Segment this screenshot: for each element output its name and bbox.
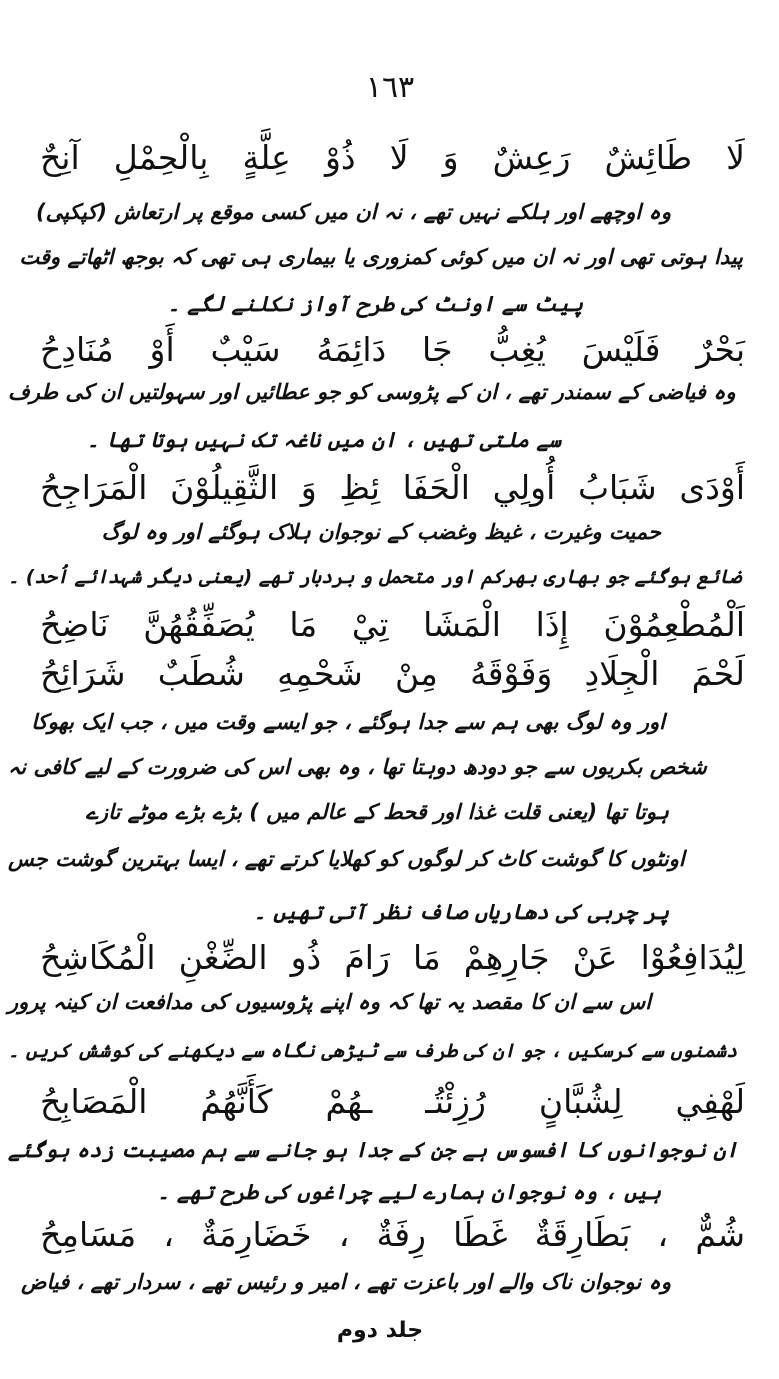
- translation-line: وہ نوجوان ناک والے اور باعزت تھے ، امیر و رئیس تھے ، سردار تھے ، فیاض: [21, 1270, 671, 1294]
- translation-line: اونٹوں کا گوشت کاٹ کر لوگوں کو کھلایا کرتے تھے ، ایسا بہترین گوشت جس: [8, 847, 685, 871]
- verse-line: اَلْمُطْعِمُوْنَ إِذَا الْمَشَا تِيْ مَا يُصَفِّقُهُنَّ نَاضِحُ: [40, 605, 745, 644]
- volume-label: جلد دوم: [336, 1318, 424, 1343]
- translation-line: اس سے ان کا مقصد یہ تھا کہ وہ اپنے پڑوسیوں کی مدافعت ان کینہ پرور: [8, 990, 652, 1014]
- verse-line: شُمٌّ ، بَطَارِقَةٌ غَطَا رِفَةٌ ، خَضَارِمَةٌ ، مَسَامِحُ: [40, 1215, 745, 1254]
- translation-line: اور وہ لوگ بھی ہم سے جدا ہوگئے ، جو ایسے وقت میں ، جب ایک بھوکا: [31, 710, 665, 734]
- verse-line: أَوْدَى شَبَابُ أُولِي الْحَفَا ئِظِ وَ الثَّقِيلُوْنَ الْمَرَاجِحُ: [40, 468, 745, 507]
- verse-line: لَا طَائِشٌ رَعِشٌ وَ لَا ذُوْ عِلَّةٍ بِالْحِمْلِ آنِحٌ: [40, 138, 745, 177]
- verse-line: لِيُدَافِعُوْا عَنْ جَارِهِمْ مَا رَامَ ذُو الضِّغْنِ الْمُكَاشِحُ: [40, 938, 745, 977]
- translation-line: ان نوجوانوں کا افسوس ہے جن کے جدا ہو جانے سے ہم مصیبت زدہ ہوگئے: [8, 1138, 738, 1162]
- translation-line: شخص بکریوں سے جو دودھ دوہتا تھا ، وہ بھی اس کی ضرورت کے لیے کافی نہ: [8, 755, 707, 779]
- verse-line: بَحْرٌ فَلَيْسَ يُغِبُّ جَا دَائِمَهُ سَيْبٌ أَوْ مُنَادِحُ: [40, 330, 745, 369]
- translation-line: حمیت وغیرت ، غیظ وغضب کے نوجوان ہلاک ہوگئے اور وہ لوگ: [101, 520, 661, 544]
- verse-line: لَهْفِي لِشُبَّانٍ رُزِئْتُـ ـهُمْ كَأَنَّهُمُ الْمَصَابِحُ: [40, 1082, 745, 1121]
- verse-line: لَحْمَ الْجِلَادِ وَفَوْقَهُ مِنْ شَحْمِهِ شُطَبٌ شَرَائِحُ: [40, 654, 745, 693]
- translation-line: پر چربی کی دھاریاں صاف نظر آتی تھیں ۔: [253, 900, 669, 924]
- translation-line: سے ملتی تھیں ، ان میں ناغہ تک نہیں ہوتا تھا ۔: [86, 428, 561, 452]
- page-number: ١٦٣: [365, 70, 415, 105]
- translation-line: پیدا ہوتی تھی اور نہ ان میں کوئی کمزوری یا بیماری ہی تھی کہ بوجھ اٹھاتے وقت: [19, 245, 743, 269]
- translation-line: دشمنوں سے کرسکیں ، جو ان کی طرف سے ٹیڑھی نگاہ سے دیکھنے کی کوشش کریں ۔: [8, 1040, 738, 1062]
- translation-line: وہ فیاضی کے سمندر تھے ، ان کے پڑوسی کو جو عطائیں اور سہولتیں ان کی طرف: [8, 380, 736, 404]
- translation-line: ہیں ، وہ نوجوان ہمارے لیے چراغوں کی طرح تھے ۔: [157, 1180, 661, 1204]
- translation-line: پیٹ سے اونٹ کی طرح آواز نکلنے لگے ۔: [167, 292, 583, 316]
- translation-line: ہوتا تھا (یعنی قلت غذا اور قحط کے عالم میں ) بڑے بڑے موٹے تازے: [85, 800, 669, 824]
- translation-line: وہ اوچھے اور ہلکے نہیں تھے ، نہ ان میں کسی موقع پر ارتعاش (کپکپی): [35, 200, 671, 224]
- translation-line: ضائع ہوگئے جو بھاری بھرکم اور متحمل و بردبار تھے (یعنی دیگر شہدائے اُحد) ۔: [8, 566, 742, 588]
